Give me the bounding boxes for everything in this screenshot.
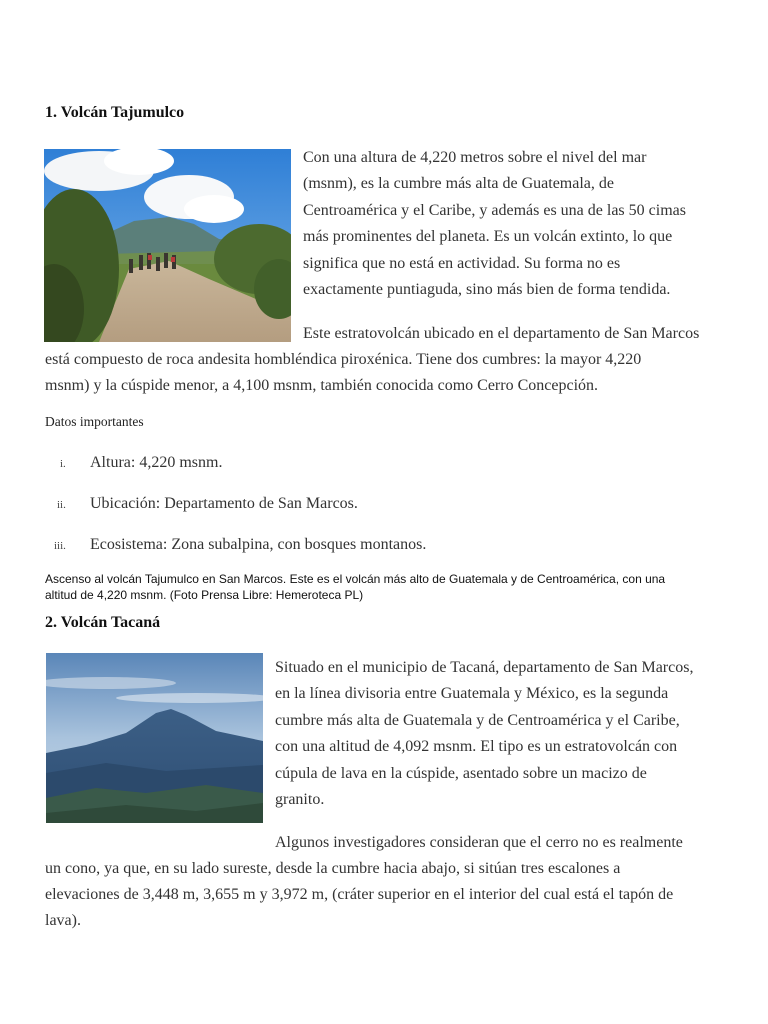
tajumulco-photo: [44, 149, 291, 342]
text-line: Con una altura de 4,220 metros sobre el nivel del mar: [303, 149, 647, 166]
tacana-paragraph-1: [275, 655, 745, 813]
list-marker: ii.: [57, 499, 66, 511]
tajumulco-photo-art: [44, 149, 291, 342]
section-title-tajumulco: 1. Volcán Tajumulco: [45, 104, 185, 121]
section-title-tacana: 2. Volcán Tacaná: [45, 614, 161, 631]
text-line: (msnm), es la cumbre más alta de Guatemala, de: [303, 175, 614, 193]
text-line: granito.: [275, 791, 325, 809]
list-item: Ubicación: Departamento de San Marcos.: [90, 495, 358, 512]
text-line: lava).: [45, 912, 81, 929]
tacana-photo-art: [46, 653, 263, 823]
text-line: significa que no está en actividad. Su forma no es: [303, 254, 621, 272]
list-item: Ecosistema: Zona subalpina, con bosques montanos.: [90, 536, 427, 553]
list-marker: iii.: [54, 540, 66, 552]
text-line: msnm) y la cúspide menor, a 4,100 msnm, también conocida como Cerro Concepción.: [45, 377, 599, 394]
text-line: exactamente puntiaguda, sino más bien de forma tendida.: [303, 281, 671, 299]
list-marker: i.: [60, 458, 66, 470]
text-line: más prominentes del planeta. Es un volcán extinto, lo que: [303, 228, 673, 246]
text-line: Situado en el municipio de Tacaná, departamento de San Marcos,: [275, 659, 694, 676]
text-line: en la línea divisoria entre Guatemala y México, es la segunda: [275, 685, 669, 703]
text-line: Centroamérica y el Caribe, y además es una de las 50 cimas: [303, 201, 686, 219]
facts-heading: Datos importantes: [45, 414, 144, 429]
text-line: cumbre más alta de Guatemala y de Centroamérica y el Caribe,: [275, 711, 680, 729]
list-item: Altura: 4,220 msnm.: [90, 454, 223, 471]
photo-caption: [45, 571, 745, 603]
caption-line: altitud de 4,220 msnm. (Foto Prensa Libre: Hemeroteca PL): [45, 588, 364, 602]
text-line: un cono, ya que, en su lado sureste, desde la cumbre hacia abajo, si sitúan tres escalones a: [45, 860, 621, 877]
tacana-photo: [46, 653, 263, 823]
text-line: con una altitud de 4,092 msnm. El tipo es un estratovolcán con: [275, 738, 678, 756]
caption-line: Ascenso al volcán Tajumulco en San Marcos. Este es el volcán más alto de Guatemala y de Centroamérica, con una: [45, 572, 666, 586]
text-line: está compuesto de roca andesita hombléndica piroxénica. Tiene dos cumbres: la mayor 4,220: [45, 351, 642, 368]
tajumulco-paragraph-1: [303, 145, 733, 303]
text-line: Este estratovolcán ubicado en el departamento de San Marcos: [303, 325, 700, 342]
text-line: cúpula de lava en la cúspide, asentado sobre un macizo de: [275, 764, 647, 782]
text-line: elevaciones de 3,448 m, 3,655 m y 3,972 m, (cráter superior en el interior del cual está el tapón de: [45, 886, 674, 903]
text-line: Algunos investigadores consideran que el cerro no es realmente: [275, 834, 683, 851]
